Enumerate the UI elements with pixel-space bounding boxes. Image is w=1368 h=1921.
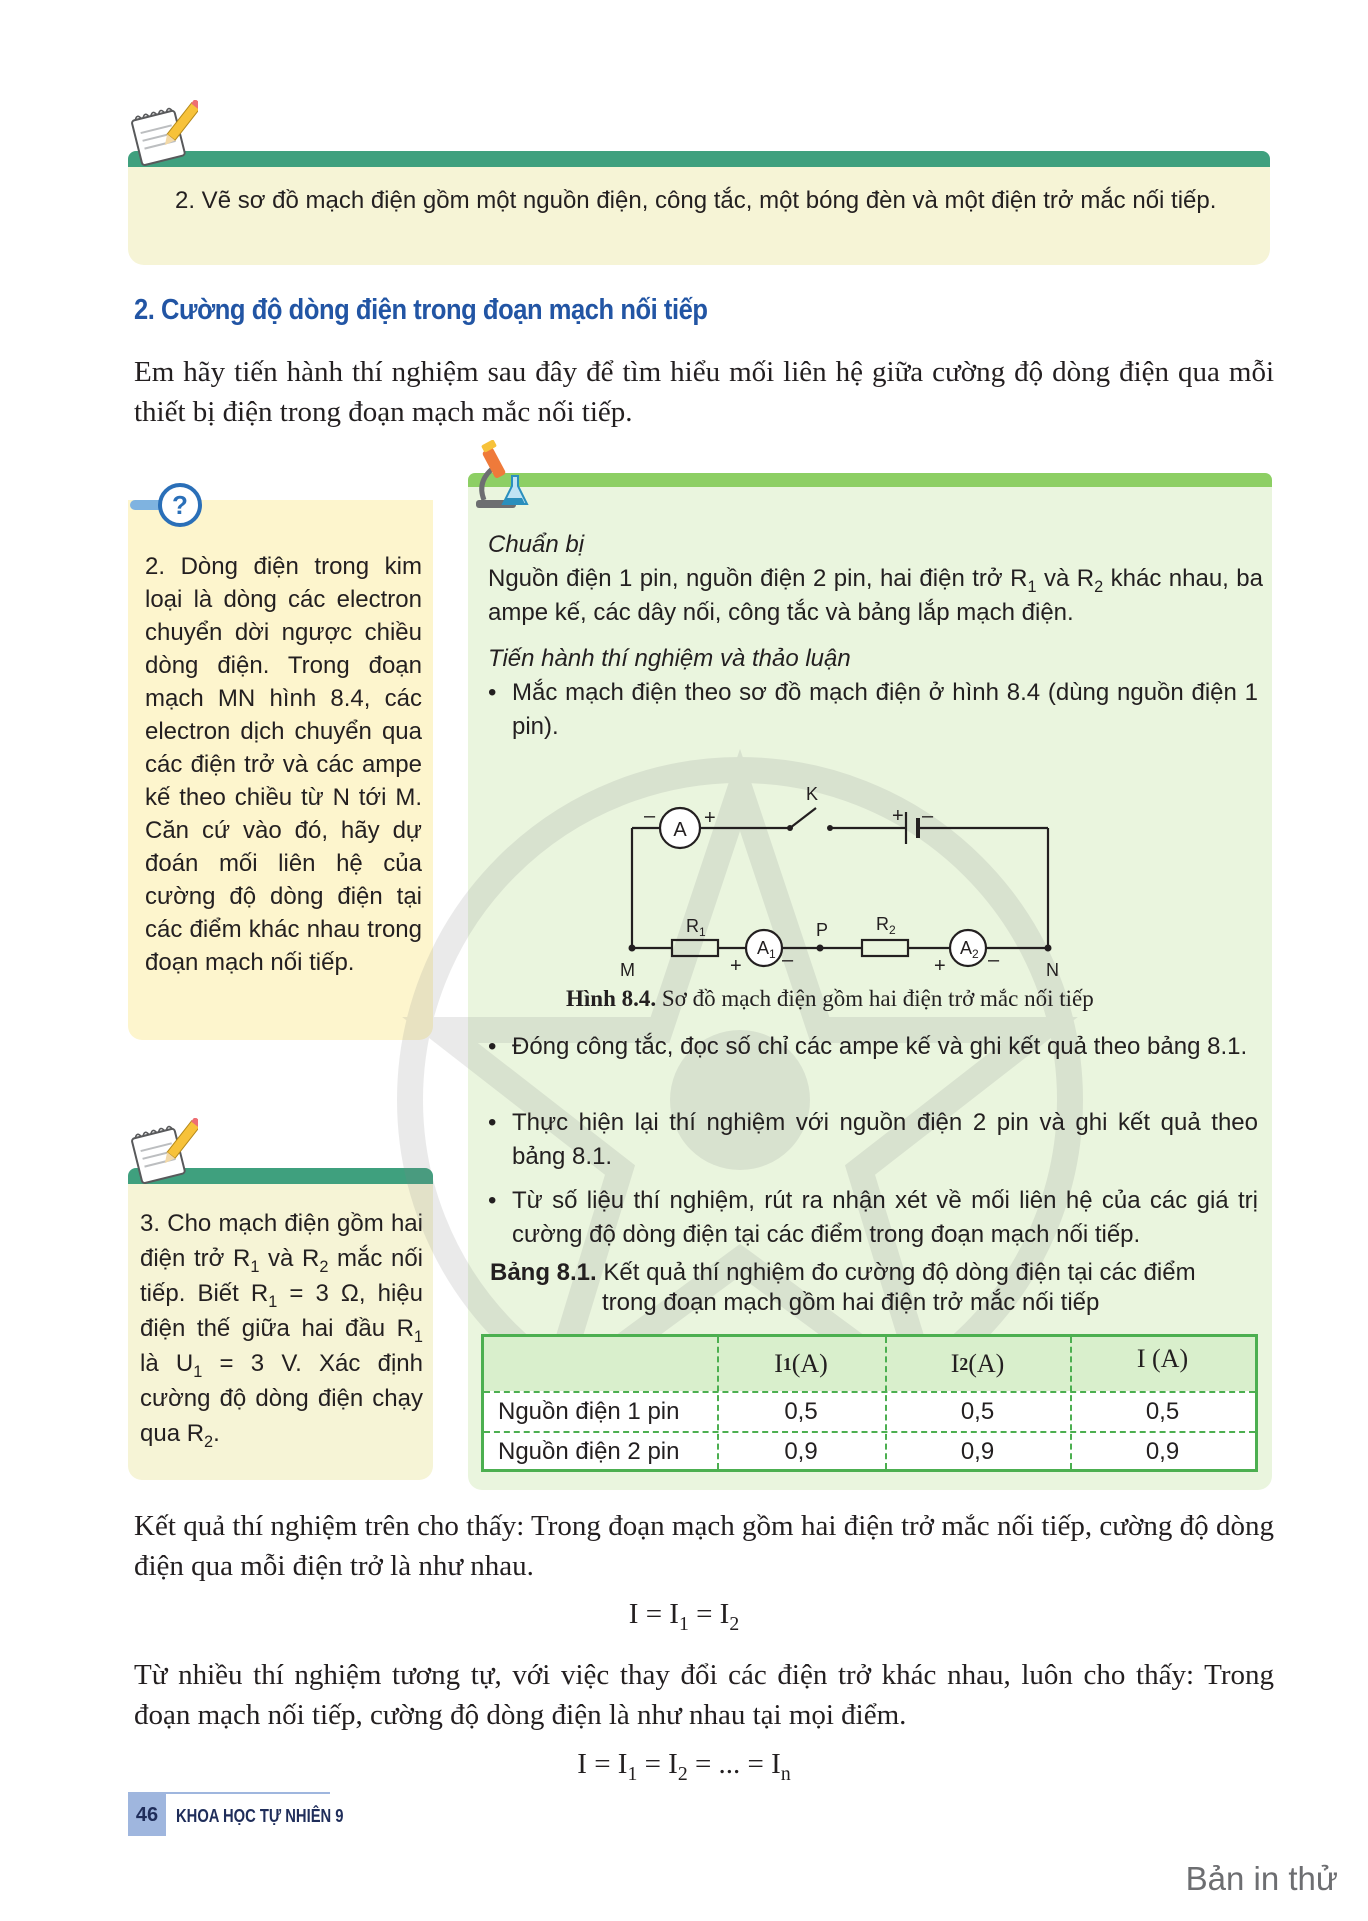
point-p-label: P [816, 920, 829, 940]
draft-watermark: Bản in thử [1185, 1860, 1338, 1897]
ammeter-1-plus-label: + [730, 955, 742, 977]
ammeter-2-label: $A_2$ [960, 938, 979, 961]
ammeter-label: A [673, 819, 687, 841]
ammeter-plus-label: + [704, 807, 716, 829]
result-text: Kết quả thí nghiệm trên cho thấy: Trong đoạn mạch gồm hai điện trở mắc nối tiếp, cường độ dòng điện qua mỗi điện trở là như nhau. [134, 1510, 1274, 1582]
list-item: • Thực hiện lại thí nghiệm với nguồn điện 2 pin và ghi kết quả theo bảng 8.1. [488, 1106, 1258, 1174]
notepad-pencil-icon [126, 100, 198, 168]
prep-text: Nguồn điện 1 pin, nguồn điện 2 pin, hai điện trở $R_1$ và $R_2$ khác nhau, ba ampe kế, các dây nối, công tắc và bảng lắp mạch điện. [488, 565, 1264, 626]
exercise-2-text: 2. Vẽ sơ đồ mạch điện gồm một nguồn điện, công tắc, một bóng đèn và một điện trở mắc nối tiếp. [175, 187, 1217, 214]
figure-caption: Hình 8.4. Sơ đồ mạch điện gồm hai điện trở mắc nối tiếp [566, 986, 1094, 1011]
exercise-box-header-bar [128, 151, 1270, 167]
header-i2: I 2 (A) [950, 1349, 1005, 1378]
microscope-flask-icon [468, 440, 532, 516]
table-cell: 0,5 [784, 1398, 818, 1425]
ammeter-1-label: $A_1$ [757, 938, 776, 961]
circuit-diagram [620, 780, 1060, 980]
procedure-heading: Tiến hành thí nghiệm và thảo luận [488, 645, 851, 672]
ammeter-2-minus-label: – [988, 949, 1000, 971]
table-cell: 0,5 [960, 1398, 995, 1425]
ammeter-minus-label: – [644, 805, 656, 827]
table-cell: 0,9 [960, 1438, 995, 1465]
bullet-icon: • [488, 679, 497, 706]
page-number: 46 [135, 1804, 159, 1826]
resistor-r2-label: $R_2$ [876, 914, 896, 937]
prep-heading: Chuẩn bị [488, 531, 585, 558]
svg-text:?: ? [172, 490, 188, 520]
question-2-text: 2. Dòng điện trong kim loại là dòng các electron chuyển dời ngược chiều dòng điện. Trong đoạn mạch MN hình 8.4, các electron dịch chuyển qua các điện trở và các ampe kế theo chiều từ N tới M. Căn cứ vào đó, hãy dự đoán mối liên hệ của cường độ dòng điện tại các điểm khác nhau trong đoạn mạch nối tiếp. [145, 553, 422, 976]
results-table [481, 1334, 1258, 1472]
ammeter-2-plus-label: + [934, 955, 946, 977]
formula-two-resistors: $I = I_1 = I_2$ [628, 1598, 740, 1635]
header-i: I (A) [1136, 1344, 1189, 1373]
bullet-icon: • [488, 1033, 497, 1060]
formula-general: $I = I_1 = I_2$ = ... = $I_n$ [577, 1748, 791, 1785]
table-row-label: Nguồn điện 1 pin [498, 1398, 680, 1425]
header-i1: I 1 (A) [774, 1349, 828, 1378]
list-item: • Mắc mạch điện theo sơ đồ mạch điện ở hình 8.4 (dùng nguồn điện 1 pin). [488, 676, 1258, 744]
list-item: • Từ số liệu thí nghiệm, rút ra nhận xét về mối liên hệ của các giá trị cường độ dòng điện tại các điểm trong đoạn mạch nối tiếp. [488, 1184, 1258, 1252]
conclusion-text: Từ nhiều thí nghiệm tương tự, với việc thay đổi các điện trở khác nhau, luôn cho thấy: Trong đoạn mạch nối tiếp, cường độ dòng điện là như nhau tại mọi điểm. [134, 1659, 1274, 1731]
ammeter-1-minus-label: – [782, 949, 794, 971]
table-cell: 0,9 [784, 1438, 818, 1465]
bullet-icon: • [488, 1187, 497, 1214]
table-cell: 0,9 [1145, 1438, 1180, 1465]
bullet-icon: • [488, 1109, 497, 1136]
table-cell: 0,5 [1145, 1398, 1180, 1425]
table-caption: Bảng 8.1. Kết quả thí nghiệm đo cường độ dòng điện tại các điểm trong đoạn mạch gồm hai điện trở mắc nối tiếp [490, 1259, 1196, 1316]
point-m-label: M [620, 960, 635, 980]
resistor-r1-label: $R_1$ [686, 916, 706, 939]
experiment-box-header-bar [468, 473, 1272, 487]
battery-minus-label: – [922, 805, 934, 827]
table-row-label: Nguồn điện 2 pin [498, 1438, 680, 1465]
battery-plus-label: + [892, 805, 904, 827]
section-title: 2. Cường độ dòng điện trong đoạn mạch nối tiếp [134, 294, 708, 326]
question-magnifier-icon [128, 478, 204, 534]
section-intro: Em hãy tiến hành thí nghiệm sau đây để tìm hiểu mối liên hệ giữa cường độ dòng điện qua mỗi thiết bị điện trong đoạn mạch mắc nối tiếp. [134, 356, 1274, 428]
switch-label: K [806, 784, 819, 804]
book-title: KHOA HỌC TỰ NHIÊN 9 [176, 1806, 344, 1826]
point-n-label: N [1046, 960, 1059, 980]
exercise-3-text: 3. Cho mạch điện gồm hai điện trở $R_1$ và $R_2$ mắc nối tiếp. Biết $R_1 = 3$ Ω, hiệu điện thế giữa hai đầu $R_1$ là $U_1 = 3$ V. Xác định cường độ dòng điện chạy qua $R_2$. [140, 1210, 423, 1451]
notepad-pencil-icon [126, 1118, 198, 1186]
list-item: • Đóng công tắc, đọc số chỉ các ampe kế và ghi kết quả theo bảng 8.1. [488, 1030, 1258, 1064]
